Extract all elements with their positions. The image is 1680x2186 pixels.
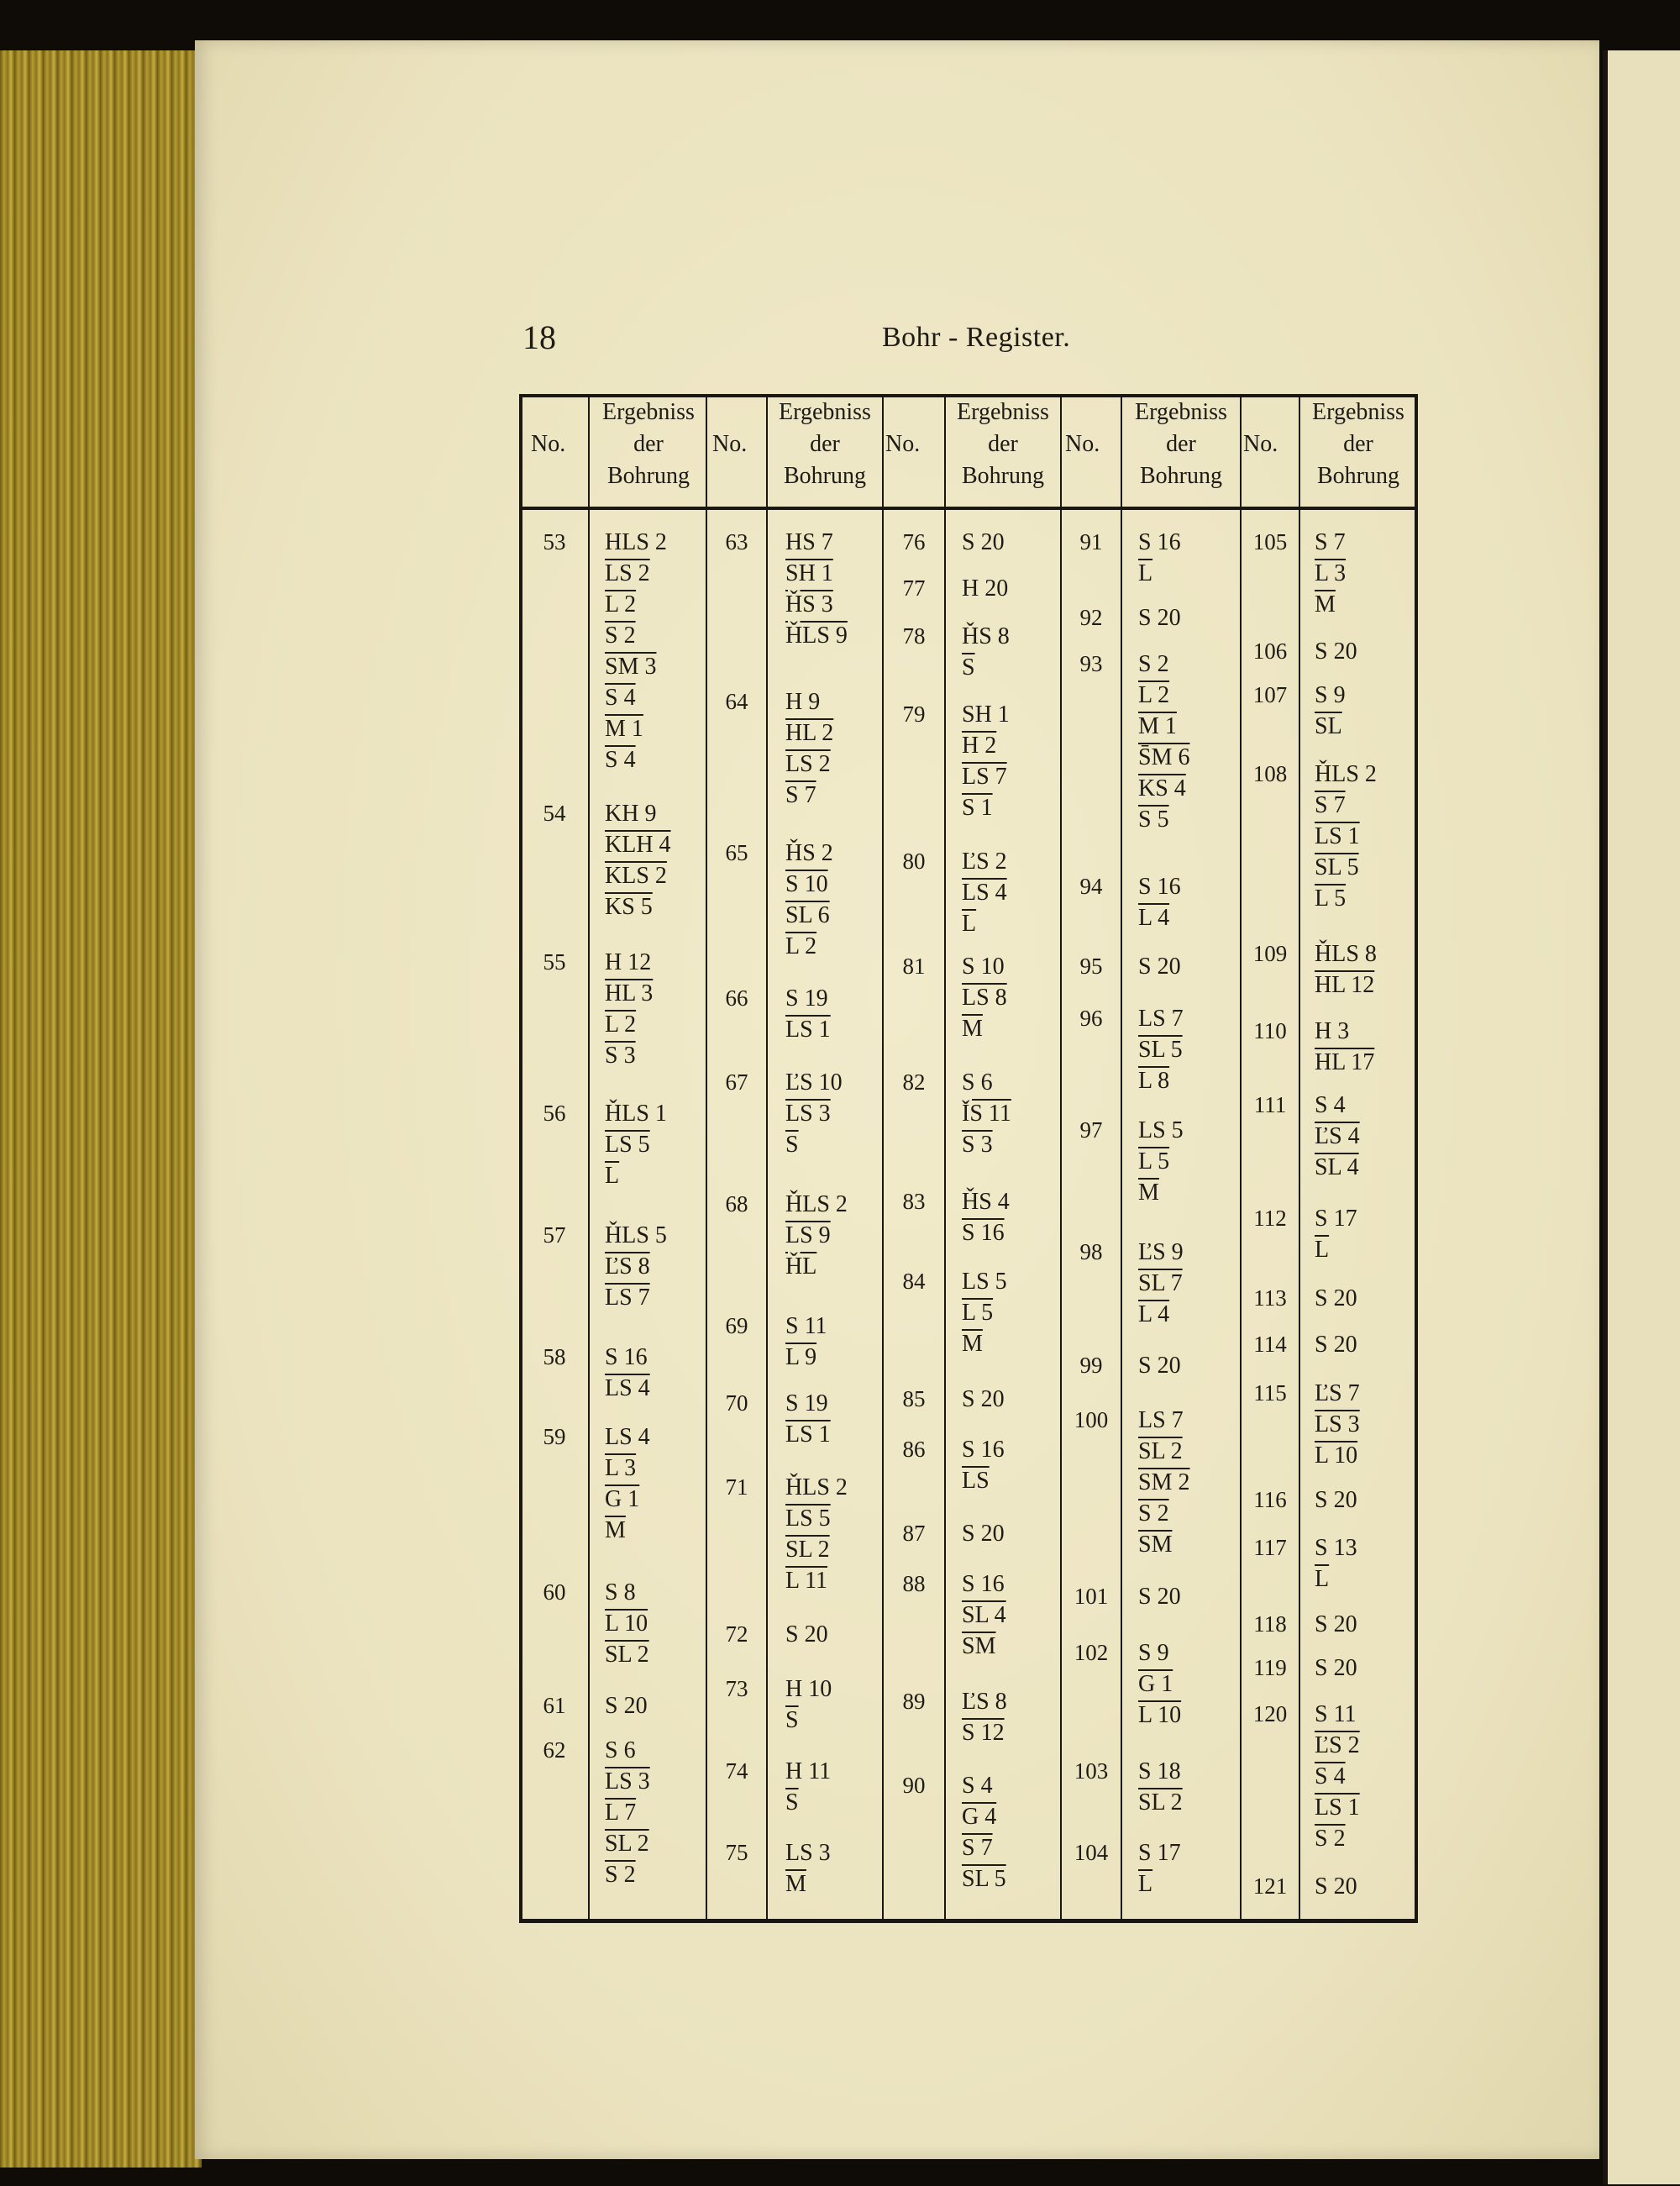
column-rule: [766, 394, 768, 1923]
entry-result-line: LS 1: [1315, 823, 1360, 849]
entry-result-line: G 1: [1138, 1671, 1173, 1697]
entry-result-line: S 5: [1138, 807, 1169, 833]
entry-no: 93: [1079, 651, 1103, 676]
entry-result-line: KLH 4: [605, 832, 671, 858]
entry-result-line: S 4: [605, 747, 636, 773]
column-rule: [1299, 394, 1300, 1923]
entry-result-line: ȞLS 2: [785, 1191, 848, 1217]
entry-no: 119: [1253, 1655, 1287, 1680]
header-no: No.: [885, 431, 921, 457]
entry-result-line: L 3: [605, 1455, 637, 1481]
entry-result-line: S 20: [962, 1386, 1005, 1412]
entry-result-line: L 3: [1315, 560, 1347, 586]
entry-result-line: LS 4: [962, 880, 1007, 906]
header-result-line: Ergebniss: [957, 399, 1049, 425]
entry-no: 92: [1079, 605, 1103, 630]
entry-result-line: LS 1: [785, 1421, 831, 1448]
entry-result-line: $\overline{M}$: [785, 1871, 806, 1897]
entry-result-line: $\overline{LS}$: [962, 1468, 990, 1494]
column-rule: [1121, 394, 1122, 1923]
header-result-line: Bohrung: [607, 463, 690, 489]
page-number: 18: [522, 318, 556, 356]
entry-no: 114: [1253, 1332, 1287, 1357]
entry-no: 99: [1079, 1353, 1103, 1378]
entry-result-line: ȞLS 2: [785, 1474, 848, 1500]
entry-no: 102: [1074, 1640, 1109, 1665]
header-result: [946, 397, 1060, 492]
entry-result-line: $\overline{SM}$: [962, 1633, 996, 1659]
entry-result-line: LS 9: [785, 1222, 831, 1248]
entry-no: 76: [902, 529, 926, 554]
entry-no: 120: [1252, 1701, 1288, 1726]
entry-result-line: LS 7: [605, 1285, 650, 1311]
entry-result-line: S 20: [1315, 1873, 1357, 1900]
entry-result-line: H 20: [962, 575, 1009, 602]
entry-result-line: S 19: [785, 985, 828, 1012]
entry-no: 73: [725, 1676, 748, 1701]
entry-result-line: LS 1: [785, 1017, 831, 1043]
entry-result-line: SL 6: [785, 902, 830, 928]
entry-result-line: L 5: [1315, 885, 1347, 912]
entry-no: 64: [725, 689, 748, 714]
header-result-line: der: [633, 431, 664, 457]
entry-result-line: S 4: [1315, 1092, 1346, 1118]
entry-result-line: LS 3: [605, 1768, 650, 1795]
entry-no: 121: [1252, 1873, 1288, 1899]
entry-result-line: SH 1: [785, 560, 833, 586]
entry-result-line: S 10: [785, 871, 828, 897]
header-result-line: Ergebniss: [602, 399, 695, 425]
entry-result-line: S 20: [1315, 1611, 1357, 1637]
entry-result-line: S 19: [785, 1390, 828, 1416]
header-result-line: Bohrung: [1140, 463, 1222, 489]
entry-result-line: ȞLS 2: [1315, 761, 1377, 787]
entry-result-line: $\overline{S}$: [785, 1789, 799, 1816]
header-rule: [519, 507, 1418, 510]
entry-result-line: S 7: [1315, 792, 1346, 818]
entry-result-line: SL 2: [785, 1537, 830, 1563]
entry-result-line: M 1: [1138, 713, 1177, 739]
entry-result-line: S 9: [1138, 1640, 1169, 1666]
entry-result-line: $\overline{ȞL}$: [785, 1253, 817, 1280]
entry-no: 80: [902, 849, 926, 874]
entry-result-line: S 20: [962, 1521, 1005, 1547]
entry-no: 90: [902, 1773, 926, 1798]
entry-result-line: ȞS 3: [785, 591, 833, 617]
entry-result-line: $\overline{L}$: [1138, 1871, 1153, 1897]
entry-no: 86: [902, 1437, 926, 1462]
entry-result-line: LS 5: [605, 1132, 650, 1158]
entry-result-line: G 1: [605, 1486, 640, 1512]
entry-result-line: S 20: [1138, 1353, 1181, 1379]
entry-result-line: $\overline{M}$: [605, 1517, 626, 1543]
entry-result-line: S 11: [1315, 1701, 1357, 1727]
entry-no: 69: [725, 1313, 748, 1338]
entry-result-line: HLS 2: [605, 529, 667, 555]
entry-result-line: SL 2: [605, 1831, 649, 1857]
entry-result-line: S 4: [605, 685, 636, 711]
entry-result-line: S 20: [1138, 605, 1181, 631]
entry-result-line: S 16: [605, 1344, 648, 1370]
entry-result-line: ȞS 2: [785, 840, 833, 866]
entry-result-line: SM 2: [1138, 1469, 1190, 1495]
entry-result-line: ĽS 7: [1315, 1380, 1360, 1406]
entry-no: 94: [1079, 874, 1103, 899]
entry-no: 104: [1074, 1840, 1109, 1865]
entry-result-line: S 20: [1315, 1487, 1357, 1513]
entry-no: 100: [1074, 1407, 1109, 1432]
entry-no: 105: [1252, 529, 1288, 554]
header-no: No.: [1065, 431, 1100, 457]
entry-no: 103: [1074, 1758, 1109, 1784]
entry-result-line: ĽS 8: [962, 1689, 1007, 1715]
entry-result-line: S 8: [605, 1579, 636, 1605]
entry-no: 109: [1252, 941, 1288, 966]
entry-result-line: $\overline{S}$: [962, 654, 975, 680]
entry-no: 82: [902, 1069, 926, 1095]
entry-result-line: S 16: [962, 1437, 1005, 1463]
entry-no: 66: [725, 985, 748, 1011]
entry-no: 85: [902, 1386, 926, 1411]
entry-result-line: ĽS 4: [1315, 1123, 1360, 1149]
entry-result-line: ȞLS 1: [605, 1101, 667, 1127]
entry-result-line: LS 2: [785, 751, 831, 777]
entry-result-line: S 20: [1138, 1584, 1181, 1610]
entry-result-line: S 18: [1138, 1758, 1181, 1784]
entry-result-line: ĽS 2: [1315, 1732, 1360, 1758]
entry-no: 81: [902, 954, 926, 979]
entry-no: 118: [1253, 1611, 1287, 1637]
entry-result-line: L 2: [785, 933, 817, 959]
entry-result-line: SL 7: [1138, 1270, 1183, 1296]
running-title: Bohr - Register.: [882, 322, 1071, 353]
entry-result-line: LS 4: [605, 1424, 650, 1450]
entry-result-line: KH 9: [605, 801, 657, 827]
entry-result-line: S 4: [1315, 1763, 1346, 1789]
entry-result-line: LS 5: [1138, 1117, 1184, 1143]
entry-result-line: LS 5: [962, 1269, 1007, 1295]
header-result: [1122, 397, 1240, 492]
entry-no: 112: [1253, 1206, 1287, 1231]
header-result-line: Ergebniss: [1135, 399, 1227, 425]
entry-no: 65: [725, 840, 748, 865]
entry-no: 107: [1252, 682, 1288, 707]
entry-result-line: SM 3: [605, 654, 657, 680]
entry-no: 58: [543, 1344, 566, 1369]
entry-no: 61: [543, 1693, 566, 1718]
entry-result-line: $\overline{M}$: [1315, 591, 1336, 617]
entry-no: 55: [543, 949, 566, 975]
entry-no: 62: [543, 1737, 566, 1763]
header-result-line: Bohrung: [962, 463, 1044, 489]
header-result-line: der: [810, 431, 840, 457]
entry-result-line: S 16: [962, 1571, 1005, 1597]
entry-no: 116: [1253, 1487, 1287, 1512]
entry-result-line: H 9: [785, 689, 821, 715]
entry-result-line: LS 8: [962, 985, 1007, 1011]
entry-result-line: $\overline{M}$: [962, 1016, 983, 1042]
entry-result-line: ĽS 8: [605, 1253, 650, 1280]
entry-result-line: S 1: [962, 795, 993, 821]
entry-result-line: S 16: [1138, 529, 1181, 555]
entry-result-line: $\overline{SM}$: [1138, 1532, 1173, 1558]
entry-no: 54: [543, 801, 566, 826]
header-result-line: der: [1343, 431, 1373, 457]
entry-result-line: SL 2: [1138, 1438, 1183, 1464]
header-result-line: Bohrung: [784, 463, 866, 489]
facing-page-edge: [1603, 50, 1680, 2184]
entry-no: 79: [902, 702, 926, 727]
column-rule: [944, 394, 946, 1923]
entry-no: 115: [1253, 1380, 1287, 1406]
entry-result-line: S 10: [962, 954, 1005, 980]
entry-no: 70: [725, 1390, 748, 1416]
entry-result-line: S 7: [962, 1835, 993, 1861]
entry-result-line: ĽS 10: [785, 1069, 843, 1096]
entry-result-line: H 12: [605, 949, 652, 975]
entry-result-line: $\overline{L}$: [962, 911, 977, 937]
entry-result-line: KS 4: [1138, 775, 1186, 801]
column-rule: [588, 394, 590, 1923]
entry-no: 60: [543, 1579, 566, 1605]
entry-no: 117: [1253, 1535, 1287, 1560]
entry-result-line: KLS 2: [605, 863, 667, 889]
entry-result-line: ĽS 9: [1138, 1239, 1184, 1265]
entry-result-line: $\overline{L}$: [605, 1163, 620, 1189]
entry-no: 83: [902, 1189, 926, 1214]
entry-no: 77: [902, 575, 926, 601]
entry-result-line: SH 1: [962, 702, 1010, 728]
entry-result-line: H 2: [962, 733, 997, 759]
entry-result-line: $\overline{M}$: [962, 1331, 983, 1357]
entry-result-line: L 11: [785, 1568, 828, 1594]
entry-result-line: S 2: [605, 1862, 636, 1888]
entry-result-line: ȞS 4: [962, 1189, 1010, 1215]
entry-result-line: ȞLS 9: [785, 623, 848, 649]
entry-no: 106: [1252, 638, 1288, 664]
entry-result-line: L 2: [1138, 682, 1170, 708]
entry-result-line: $\overline{L}$: [1315, 1237, 1330, 1263]
entry-no: 57: [543, 1222, 566, 1248]
entry-no: 68: [725, 1191, 748, 1216]
entry-no: 59: [543, 1424, 566, 1449]
header-result-line: Ergebniss: [779, 399, 871, 425]
entry-result-line: L 5: [1138, 1148, 1170, 1174]
entry-result-line: LS 7: [1138, 1006, 1184, 1032]
entry-no: 98: [1079, 1239, 1103, 1264]
entry-result-line: H 11: [785, 1758, 832, 1784]
entry-result-line: L 10: [1138, 1702, 1182, 1728]
entry-result-line: HS 7: [785, 529, 833, 555]
entry-no: 78: [902, 623, 926, 649]
header-result-line: der: [1166, 431, 1196, 457]
header-result-line: Bohrung: [1317, 463, 1399, 489]
entry-result-line: S 11: [785, 1313, 827, 1339]
entry-result-line: S 20: [1315, 1655, 1357, 1681]
entry-no: 101: [1074, 1584, 1109, 1609]
entry-no: 113: [1253, 1285, 1287, 1311]
entry-result-line: S 20: [1138, 954, 1181, 980]
entry-no: 108: [1252, 761, 1288, 786]
entry-no: 87: [902, 1521, 926, 1546]
entry-result-line: $\overline{L}$: [1138, 560, 1153, 586]
entry-no: 74: [725, 1758, 748, 1784]
entry-result-line: S 7: [1315, 529, 1346, 555]
header-no: No.: [712, 431, 748, 457]
entry-result-line: S 6: [962, 1069, 993, 1096]
entry-no: 91: [1079, 529, 1103, 554]
entry-result-line: SL 4: [1315, 1154, 1359, 1180]
entry-result-line: HL 3: [605, 980, 654, 1006]
header-result-line: der: [988, 431, 1018, 457]
entry-no: 89: [902, 1689, 926, 1714]
entry-result-line: S 3: [962, 1132, 993, 1158]
entry-result-line: S 2: [1315, 1826, 1346, 1852]
entry-result-line: LS 7: [962, 764, 1007, 790]
entry-result-line: HL 2: [785, 720, 834, 746]
entry-result-line: ȞLS 8: [1315, 941, 1377, 967]
entry-result-line: S 9: [1315, 682, 1346, 708]
entry-no: 75: [725, 1840, 748, 1865]
column-rule: [1240, 394, 1242, 1923]
entry-no: 97: [1079, 1117, 1103, 1143]
entry-no: 95: [1079, 954, 1103, 979]
entry-result-line: $\overline{M}$: [1138, 1180, 1159, 1206]
header-no: No.: [531, 431, 566, 457]
entry-result-line: LS 2: [605, 560, 650, 586]
header-result: [591, 397, 706, 492]
entry-no: 67: [725, 1069, 748, 1095]
entry-no: 63: [725, 529, 748, 554]
entry-no: 84: [902, 1269, 926, 1294]
entry-result-line: S̄M 6: [1138, 744, 1190, 770]
entry-result-line: S 16: [962, 1220, 1005, 1246]
entry-result-line: S 12: [962, 1720, 1005, 1746]
entry-result-line: $\overline{S}$: [785, 1707, 799, 1733]
entry-result-line: HL 17: [1315, 1049, 1375, 1075]
entry-result-line: S 3: [605, 1043, 636, 1069]
header-no: No.: [1243, 431, 1278, 457]
entry-result-line: SL 5: [1315, 854, 1359, 880]
entry-result-line: $\overline{S}$: [785, 1132, 799, 1158]
entry-no: 88: [902, 1571, 926, 1596]
entry-result-line: H 3: [1315, 1018, 1350, 1044]
book-page-edges: [0, 50, 202, 2168]
entry-result-line: M 1: [605, 716, 643, 742]
entry-result-line: S 6: [605, 1737, 636, 1763]
entry-result-line: S 2: [1138, 651, 1169, 677]
entry-result-line: S 16: [1138, 874, 1181, 900]
entry-result-line: ĽS 2: [962, 849, 1007, 875]
entry-no: 110: [1253, 1018, 1287, 1043]
header-result: [768, 397, 882, 492]
entry-result-line: ǏS 11: [962, 1101, 1011, 1127]
entry-result-line: S 17: [1138, 1840, 1181, 1866]
entry-no: 71: [725, 1474, 748, 1500]
entry-result-line: S 20: [1315, 1285, 1357, 1311]
entry-result-line: S 2: [605, 623, 636, 649]
entry-no: 72: [725, 1621, 748, 1647]
header-result-line: Ergebniss: [1312, 399, 1404, 425]
entry-result-line: LS 3: [785, 1101, 831, 1127]
entry-result-line: LS 7: [1138, 1407, 1184, 1433]
entry-result-line: L 4: [1138, 905, 1170, 931]
entry-result-line: L 2: [605, 591, 637, 617]
entry-result-line: LS 5: [785, 1506, 831, 1532]
entry-result-line: SL 4: [962, 1602, 1006, 1628]
entry-result-line: ȞLS 5: [605, 1222, 667, 1248]
entry-result-line: L 10: [605, 1611, 648, 1637]
entry-result-line: LS 4: [605, 1375, 650, 1401]
entry-result-line: S 20: [1315, 638, 1357, 665]
entry-result-line: S 17: [1315, 1206, 1357, 1232]
entry-no: 53: [543, 529, 566, 554]
entry-result-line: SL 5: [1138, 1037, 1183, 1063]
entry-result-line: L 8: [1138, 1068, 1170, 1094]
entry-result-line: $\overline{L}$: [1315, 1566, 1330, 1592]
entry-result-line: LS 3: [1315, 1411, 1360, 1437]
entry-result-line: $\overline{SL}$: [1315, 713, 1342, 739]
entry-result-line: LS 3: [785, 1840, 831, 1866]
entry-result-line: KS 5: [605, 894, 653, 920]
entry-result-line: SL 2: [605, 1642, 649, 1668]
entry-result-line: S 13: [1315, 1535, 1357, 1561]
entry-no: 56: [543, 1101, 566, 1126]
entry-result-line: S 20: [1315, 1332, 1357, 1358]
entry-result-line: LS 1: [1315, 1795, 1360, 1821]
entry-result-line: S 2: [1138, 1500, 1169, 1527]
entry-result-line: L 9: [785, 1344, 817, 1370]
entry-result-line: S 20: [785, 1621, 828, 1647]
entry-result-line: S 4: [962, 1773, 993, 1799]
header-result: [1300, 397, 1416, 492]
entry-no: 96: [1079, 1006, 1103, 1031]
entry-result-line: SL 2: [1138, 1789, 1183, 1816]
entry-result-line: ȞS 8: [962, 623, 1010, 649]
entry-result-line: G 4: [962, 1804, 997, 1830]
entry-result-line: L 5: [962, 1300, 994, 1326]
entry-result-line: S 20: [605, 1693, 648, 1719]
entry-result-line: L 4: [1138, 1301, 1170, 1327]
entry-result-line: L 7: [605, 1800, 637, 1826]
entry-result-line: HL 12: [1315, 972, 1375, 998]
entry-result-line: L 10: [1315, 1442, 1358, 1469]
entry-no: 111: [1253, 1092, 1287, 1117]
entry-result-line: SL 5: [962, 1866, 1006, 1892]
entry-result-line: S 20: [962, 529, 1005, 555]
entry-result-line: L 2: [605, 1012, 637, 1038]
entry-result-line: S 7: [785, 782, 816, 808]
entry-result-line: H 10: [785, 1676, 832, 1702]
